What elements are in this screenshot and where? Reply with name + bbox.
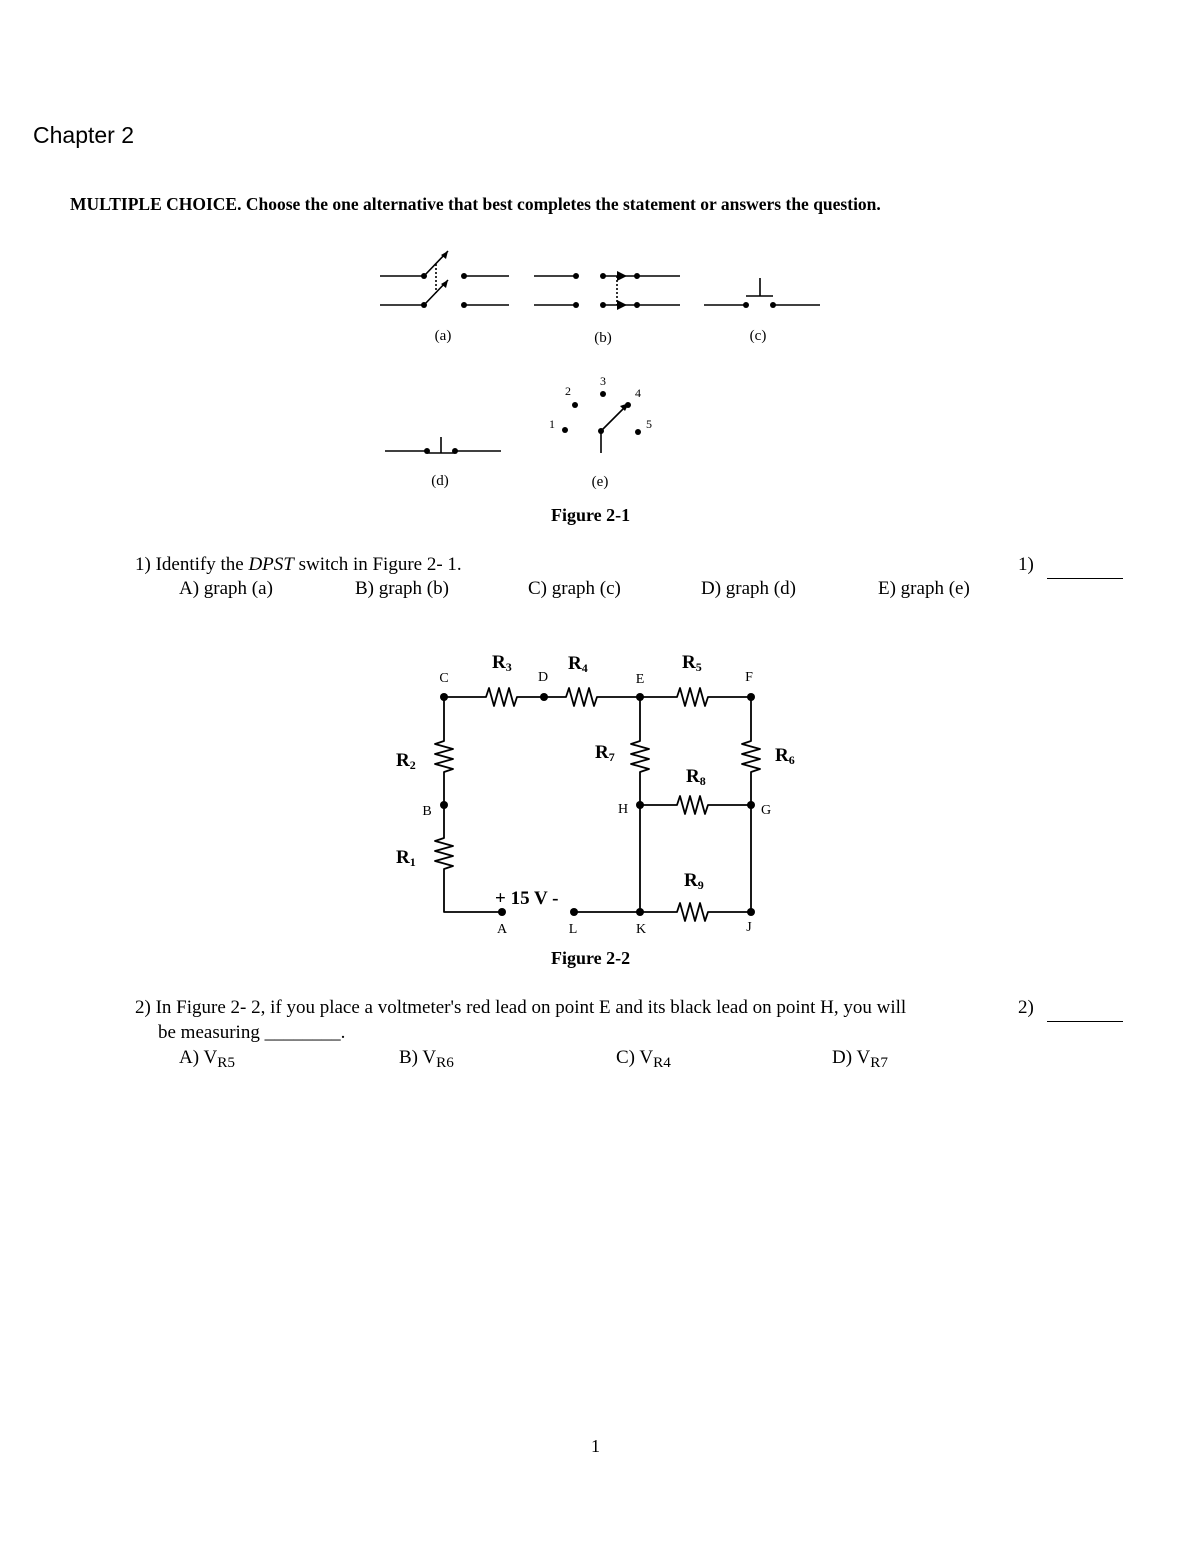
answer-1-blank[interactable]: [1047, 578, 1123, 579]
label-r4: R4: [568, 653, 588, 675]
node-d: D: [537, 670, 549, 685]
question-2-line-1: In Figure 2- 2, if you place a voltmeter's red lead on point E and its black lead on point H, you will: [155, 997, 907, 1018]
q1-option-d: D) graph (d): [701, 578, 796, 599]
question-2: [135, 997, 906, 1019]
q2-option-c: C) $V_{R4}$: [616, 1047, 671, 1071]
q2-option-d: D) $V_{R7}$: [832, 1047, 888, 1071]
label-r5: R5: [682, 652, 702, 674]
q1-option-c: C) graph (c): [528, 578, 621, 599]
label-r3: R3: [492, 652, 512, 674]
label-r6: R6: [775, 745, 795, 767]
question-1-number: 1): [135, 554, 151, 575]
label-r8: R8: [686, 766, 706, 788]
switch-b: [534, 276, 680, 305]
q1-option-e: E) graph (e): [878, 578, 970, 599]
label-e: (e): [591, 474, 609, 490]
q2-option-a: A) $V_{R5}$: [179, 1047, 235, 1071]
node-l: L: [568, 922, 578, 937]
node-e: E: [635, 672, 645, 687]
node-h: H: [617, 802, 629, 817]
label-c: (c): [749, 328, 767, 344]
rotary-pos-4: 4: [635, 386, 641, 400]
switch-diagrams: [370, 240, 830, 500]
label-r9: R9: [684, 870, 704, 892]
label-d: (d): [431, 473, 449, 489]
switch-e: [601, 404, 628, 453]
q1-option-b: B) graph (b): [355, 578, 449, 599]
q1-option-a: A) graph (a): [179, 578, 273, 599]
node-b: B: [422, 804, 432, 819]
label-r7: R7: [595, 742, 615, 764]
question-1-italic: DPST: [248, 554, 294, 575]
label-b: (b): [594, 330, 612, 346]
page-number: 1: [591, 1436, 600, 1456]
figure-2-2: [380, 640, 820, 940]
node-c: C: [439, 671, 449, 686]
node-k: K: [635, 922, 647, 937]
answer-2-number: 2): [1018, 997, 1034, 1018]
switch-c: [704, 278, 820, 305]
node-g: G: [760, 803, 772, 818]
question-1-text-before: Identify the: [155, 554, 249, 575]
question-2-line-2: be measuring ________.: [158, 1022, 346, 1043]
question-1: [135, 554, 462, 576]
rotary-pos-2: 2: [565, 384, 571, 398]
answer-2-blank[interactable]: [1047, 1021, 1123, 1022]
figure-1-caption: Figure 2-1: [551, 505, 631, 525]
rotary-pos-3: 3: [600, 374, 606, 388]
node-f: F: [745, 670, 753, 685]
q2-option-b: B) $V_{R6}$: [399, 1047, 454, 1071]
answer-1-number: 1): [1018, 554, 1034, 575]
chapter-title: Chapter 2: [33, 122, 135, 148]
label-a: (a): [434, 328, 452, 344]
rotary-pos-1: 1: [549, 417, 555, 431]
figure-2-1: [370, 240, 830, 500]
label-r2: R2: [396, 750, 416, 772]
question-2-number: 2): [135, 997, 151, 1018]
label-r1: R1: [396, 847, 416, 869]
question-1-text-after: switch in Figure 2- 1.: [293, 554, 462, 575]
node-j: J: [746, 920, 752, 935]
node-a: A: [496, 922, 508, 937]
source-label: + 15 V -: [495, 888, 559, 909]
instructions: MULTIPLE CHOICE. Choose the one alternative that best completes the statement or answers the question.: [70, 194, 881, 214]
rotary-pos-5: 5: [646, 417, 652, 431]
switch-d: [385, 437, 501, 453]
figure-2-caption: Figure 2-2: [551, 948, 631, 968]
switch-a-dpst: [380, 251, 509, 305]
circuit-diagram: [380, 640, 820, 940]
